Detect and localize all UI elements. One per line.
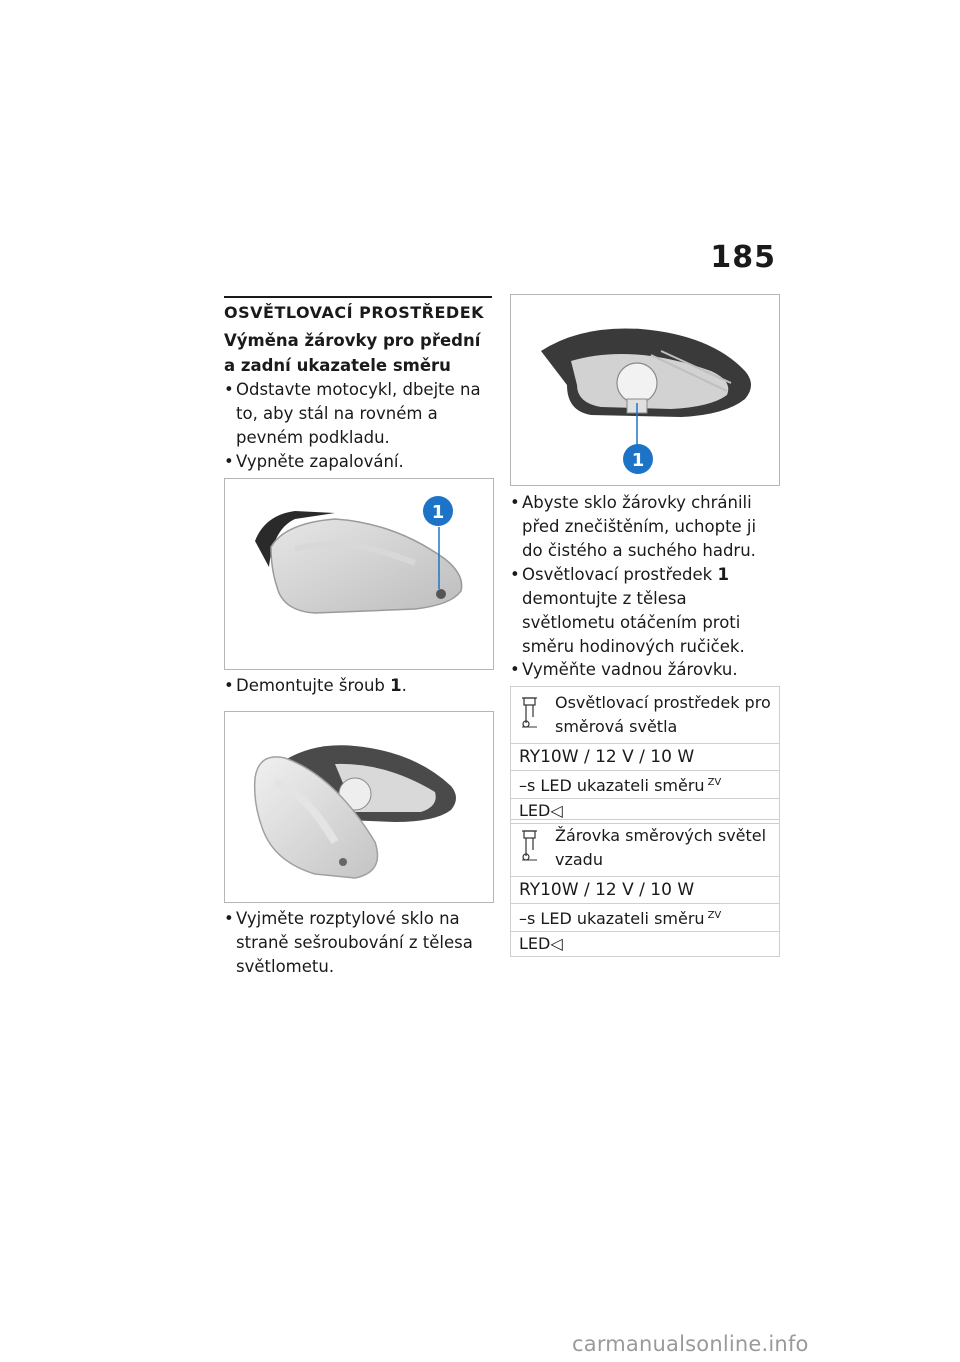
spec-value: RY10W / 12 V / 10 W	[511, 877, 779, 904]
bulb-icon	[519, 691, 555, 733]
list-item: • Osvětlovací prostředek 1 demontujte z tělesa světlometu otáčením proti směru hodinových ručiček.	[510, 563, 780, 659]
part-reference: 1	[717, 565, 729, 584]
list-item: • Vyjměte rozptylové sklo na straně sešroubování z tělesa světlometu.	[224, 907, 492, 979]
spec-title: Žárovka směrových světel vzadu	[555, 826, 767, 869]
watermark[interactable]: carmanualsonline.info	[572, 1332, 809, 1356]
spec-table-front	[510, 686, 780, 824]
step-list-2	[224, 674, 492, 698]
spec-led: LED◁	[519, 934, 563, 953]
spec-value: RY10W / 12 V / 10 W	[511, 744, 779, 771]
figure-indicator-screw	[224, 478, 494, 670]
callout-label: 1	[431, 502, 445, 523]
list-item: • Vyměňte vadnou žárovku.	[510, 658, 780, 682]
step-list-1	[224, 378, 492, 474]
step-list-3	[224, 907, 492, 979]
list-item: • Odstavte motocykl, dbejte na to, aby stál na rovném a pevném podkladu.	[224, 378, 492, 450]
section-title: OSVĚTLOVACÍ PROSTŘEDEK	[224, 303, 485, 322]
page-number: 185	[710, 240, 776, 275]
callout-label: 1	[631, 450, 645, 471]
subsection-title: Výměna žárovky pro přední a zadní ukazatele směru	[224, 331, 481, 375]
spec-option: –s LED ukazateli směru $^{ZV}$	[511, 771, 779, 799]
spec-header	[511, 820, 779, 877]
spec-header	[511, 687, 779, 744]
figure-bulb-removal	[510, 294, 780, 486]
spec-title: Osvětlovací prostředek pro směrová světla	[555, 693, 771, 736]
bulb-illustration	[511, 295, 779, 485]
section-rule	[224, 296, 492, 298]
step-list-right-2	[510, 658, 780, 682]
list-item: • Vypněte zapalování.	[224, 450, 492, 474]
spec-led: LED◁	[519, 801, 563, 820]
list-item: • Demontujte šroub 1.	[224, 674, 492, 698]
step-list-right	[510, 491, 780, 659]
spec-table-rear	[510, 819, 780, 957]
figure-lens-removal	[224, 711, 494, 903]
bulb-icon	[519, 824, 555, 866]
indicator-illustration	[225, 479, 493, 669]
part-reference: 1	[390, 676, 402, 695]
list-item: • Abyste sklo žárovky chránili před znečištěním, uchopte ji do čistého a suchého hadru.	[510, 491, 780, 563]
spec-option: –s LED ukazateli směru $^{ZV}$	[511, 904, 779, 932]
lens-illustration	[225, 712, 493, 902]
